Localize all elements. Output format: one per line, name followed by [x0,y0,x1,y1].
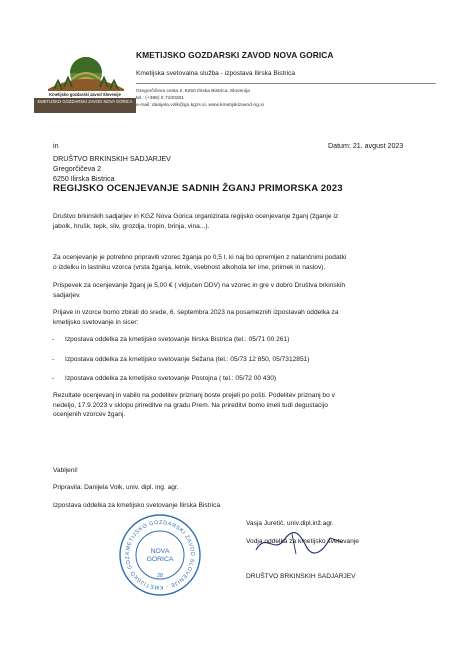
paragraph-fee [53,281,413,300]
paragraph-collection [53,308,413,327]
institution-logo [34,45,136,117]
logo-caption: Kmetijsko gozdarski zavod Slovenije [49,92,121,97]
recipient-line: Gregorčičeva 2 [53,165,102,173]
paragraph-line: Prijave in vzorce bomo zbirali do srede, 6. septembra 2023 na posameznih izpostavah oddelka za [53,309,339,316]
institution-phone: tel.: (+386) 5 7100261 [136,96,184,101]
paragraph-line: o izdelku in lastniku vzorca (vrsta žganja, letnik, vsebnost alkohola ter ime, priimek in naslov). [53,263,326,271]
bullet-dash: - [52,375,55,382]
institution-name: KMETIJSKO GOZDARSKI ZAVOD NOVA GORICA [136,50,334,60]
institution-address: Gregorčičeva cesta 2, 6250 Ilirska Bistrica, Slovenija [136,89,250,94]
service-name: Kmetijska svetovalna služba - izpostava Ilirska Bistrica [136,70,296,77]
paragraph-line: sadjarjev. [53,291,81,299]
paragraph-line: Prispevek za ocenjevanje žganj je 5,00 € ( vključen DDV) na vzorec in gre v dobro Društva brkinskih [53,282,346,289]
in-label: in [53,142,59,150]
paragraph-line: Rezultate ocenjevanj in vabilo na podelitev priznanj boste prejeli po pošti. Podelitev priznanj bo v [53,392,335,399]
recipient-line: DRUŠTVO BRKINSKIH SADJARJEV [53,155,171,163]
paragraph-sample [53,253,413,272]
stamp-center-line: GORICA [146,556,174,563]
official-stamp [118,513,202,597]
office-list-item: Izpostava oddelka za kmetijsko svetovanje Ilirska Bistrica (tel.: 05/71 00 261) [65,336,290,343]
stamp-ring-text: KMETIJSKO GOZDARSKI ZAVOD SLOVENIJE · KMETIJSKO GOZ [124,519,196,591]
document-date: Datum: 21. avgust 2023 [328,142,404,150]
paragraph-line: Društvo brkinskih sadjarjev in KGZ Nova Gorica organizirata regijsko ocenjevanje žganj (žganje iz [53,213,339,220]
signatory-role: Vodja oddelka za kmetijsko svetovanje [246,538,359,545]
paragraph-results [53,391,413,420]
letterhead-divider [136,83,436,84]
greeting: Vabljeni! [53,467,78,474]
stamp-center-line: NOVA [150,548,170,555]
institution-email: e-mail: danijela.volk@go.kgzs.si, www.kmetijskizavod-ng.si [136,103,264,108]
signatory-organization: DRUŠTVO BRKINSKIH SADJARJEV [246,573,356,580]
paragraph-line: jabolk, hrušk, tepk, sliv, grozdja, tropin, brinja, vina...). [53,222,210,230]
office-list-item: Izpostava oddelka za kmetijsko svetovanje Postojna ( tel.: 05/72 00 430) [65,375,277,382]
recipient-line: 6250 Ilirska Bistrica [53,175,115,183]
paragraph-intro [53,212,413,231]
office-name: Izpostava oddelka za kmetijsko svetovanje Ilirska Bistrica [53,502,221,509]
paragraph-line: nedeljo, 17.9.2023 v sklopu prireditve na gradu Prem. Na prireditvi bomo imeli tudi degustacijo [53,401,328,409]
office-list-item: Izpostava oddelka za kmetijsko svetovanje Sežana (tel.: 05/73 12 850, 05/7312851) [65,356,310,363]
bullet-dash: - [52,336,55,343]
paragraph-line: Za ocenjevanje je potrebno pripraviti vzorec žganja po 0,5 l, ki naj bo opremljen z natančnimi podatki [53,254,347,261]
paragraph-line: ocenjenih vzorcev žganj. [53,411,126,419]
prepared-by: Pripravila: Danijela Volk, univ. dipl. ing. agr. [53,484,179,491]
stamp-number: 28 [157,573,163,579]
logo-name-bar: KMETIJSKO GOZDARSKI ZAVOD NOVA GORICA [34,98,136,113]
signatory-name: Vasja Juretič, univ.dipl.inž.agr. [246,520,334,527]
document-title: REGIJSKO OCENJEVANJE SADNIH ŽGANJ PRIMORSKA 2023 [53,183,343,194]
bullet-dash: - [52,356,55,363]
paragraph-line: kmetijsko svetovanje in sicer: [53,318,139,326]
